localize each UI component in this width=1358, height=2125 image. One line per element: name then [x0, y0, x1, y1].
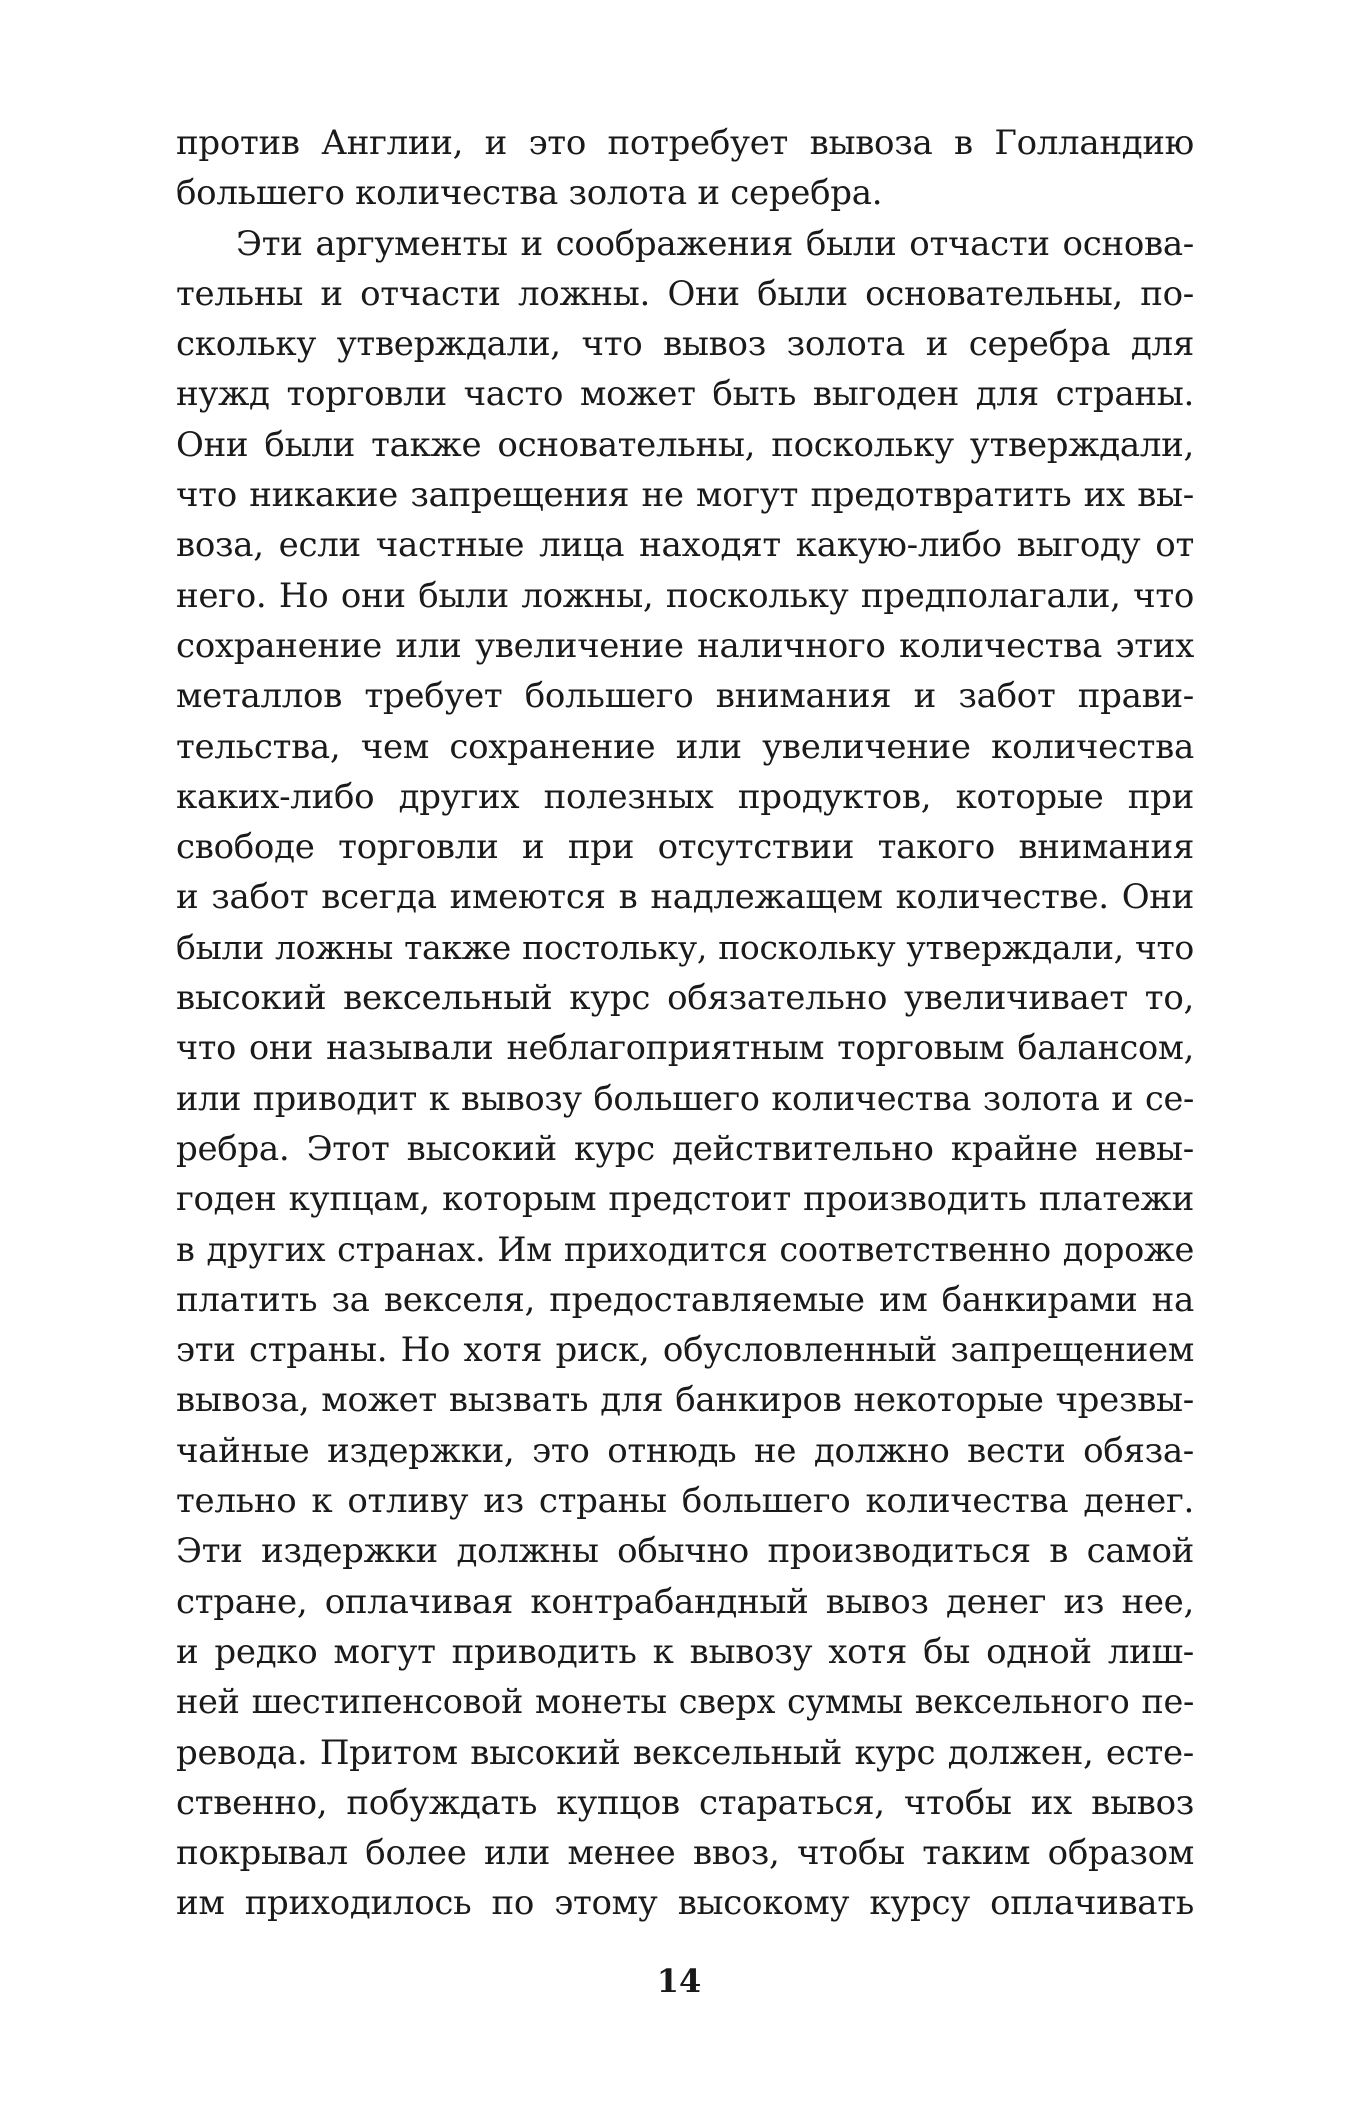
text-line: свободе торговли и при отсутствии такого внимания [176, 827, 1194, 868]
text-line: платить за векселя, предоставляемые им банкирами на [176, 1279, 1194, 1320]
text-line: него. Но они были ложны, поскольку предполагали, что [176, 575, 1194, 616]
text-line: нужд торговли часто может быть выгоден для страны. [176, 374, 1194, 415]
text-line: Эти издержки должны обычно производиться в самой [176, 1531, 1194, 1572]
text-line: тельства, чем сохранение или увеличение количества [176, 726, 1194, 767]
text-line: годен купцам, которым предстоит производить платежи [176, 1179, 1194, 1220]
body-text [176, 118, 1194, 1929]
text-line: каких-либо других полезных продуктов, которые при [176, 776, 1194, 817]
text-line: что никакие запрещения не могут предотвратить их вы- [176, 475, 1194, 516]
text-line: воза, если частные лица находят какую-либо выгоду от [176, 525, 1194, 566]
text-line: скольку утверждали, что вывоз золота и серебра для [176, 324, 1194, 365]
text-line: покрывал более или менее ввоз, чтобы таким образом [176, 1833, 1194, 1874]
text-line: ревода. Притом высокий вексельный курс должен, есте- [176, 1732, 1194, 1773]
text-line: что они называли неблагоприятным торговым балансом, [176, 1028, 1194, 1068]
text-line: против Англии, и это потребует вывоза в Голландию [176, 123, 1194, 163]
text-line: ребра. Этот высокий курс действительно крайне невы- [176, 1128, 1194, 1169]
text-line: вывоза, может вызвать для банкиров некоторые чрезвы- [176, 1380, 1194, 1421]
text-line: в других странах. Им приходится соответственно дороже [176, 1229, 1194, 1269]
text-line: Они были также основательны, поскольку утверждали, [176, 424, 1194, 465]
text-line: или приводит к вывозу большего количества золота и се- [176, 1078, 1194, 1118]
text-line: Эти аргументы и соображения были отчасти основа- [236, 223, 1194, 264]
text-line: и редко могут приводить к вывозу хотя бы одной лиш- [176, 1631, 1194, 1672]
text-line: тельны и отчасти ложны. Они были основательны, по- [176, 273, 1194, 314]
text-line: эти страны. Но хотя риск, обусловленный запрещением [176, 1330, 1194, 1371]
text-line: большего количества золота и серебра. [176, 173, 883, 214]
text-line: чайные издержки, это отнюдь не должно вести обяза- [176, 1430, 1194, 1471]
text-line: ней шестипенсовой монеты сверх суммы вексельного пе- [176, 1682, 1194, 1722]
text-line: сохранение или увеличение наличного количества этих [176, 625, 1194, 666]
paragraph [176, 219, 1194, 1929]
text-line: стране, оплачивая контрабандный вывоз денег из нее, [176, 1581, 1194, 1622]
text-line: металлов требует большего внимания и забот прави- [176, 676, 1194, 717]
text-line: тельно к отливу из страны большего количества денег. [176, 1481, 1194, 1522]
text-line: им приходилось по этому высокому курсу оплачивать [176, 1883, 1194, 1924]
page-number: 14 [656, 1962, 702, 2000]
text-line: высокий вексельный курс обязательно увеличивает то, [176, 978, 1194, 1019]
text-line: ственно, побуждать купцов стараться, чтобы их вывоз [176, 1782, 1194, 1823]
paragraph [176, 118, 1194, 219]
text-line: и забот всегда имеются в надлежащем количестве. Они [176, 877, 1194, 918]
text-line: были ложны также постольку, поскольку утверждали, что [176, 927, 1194, 967]
